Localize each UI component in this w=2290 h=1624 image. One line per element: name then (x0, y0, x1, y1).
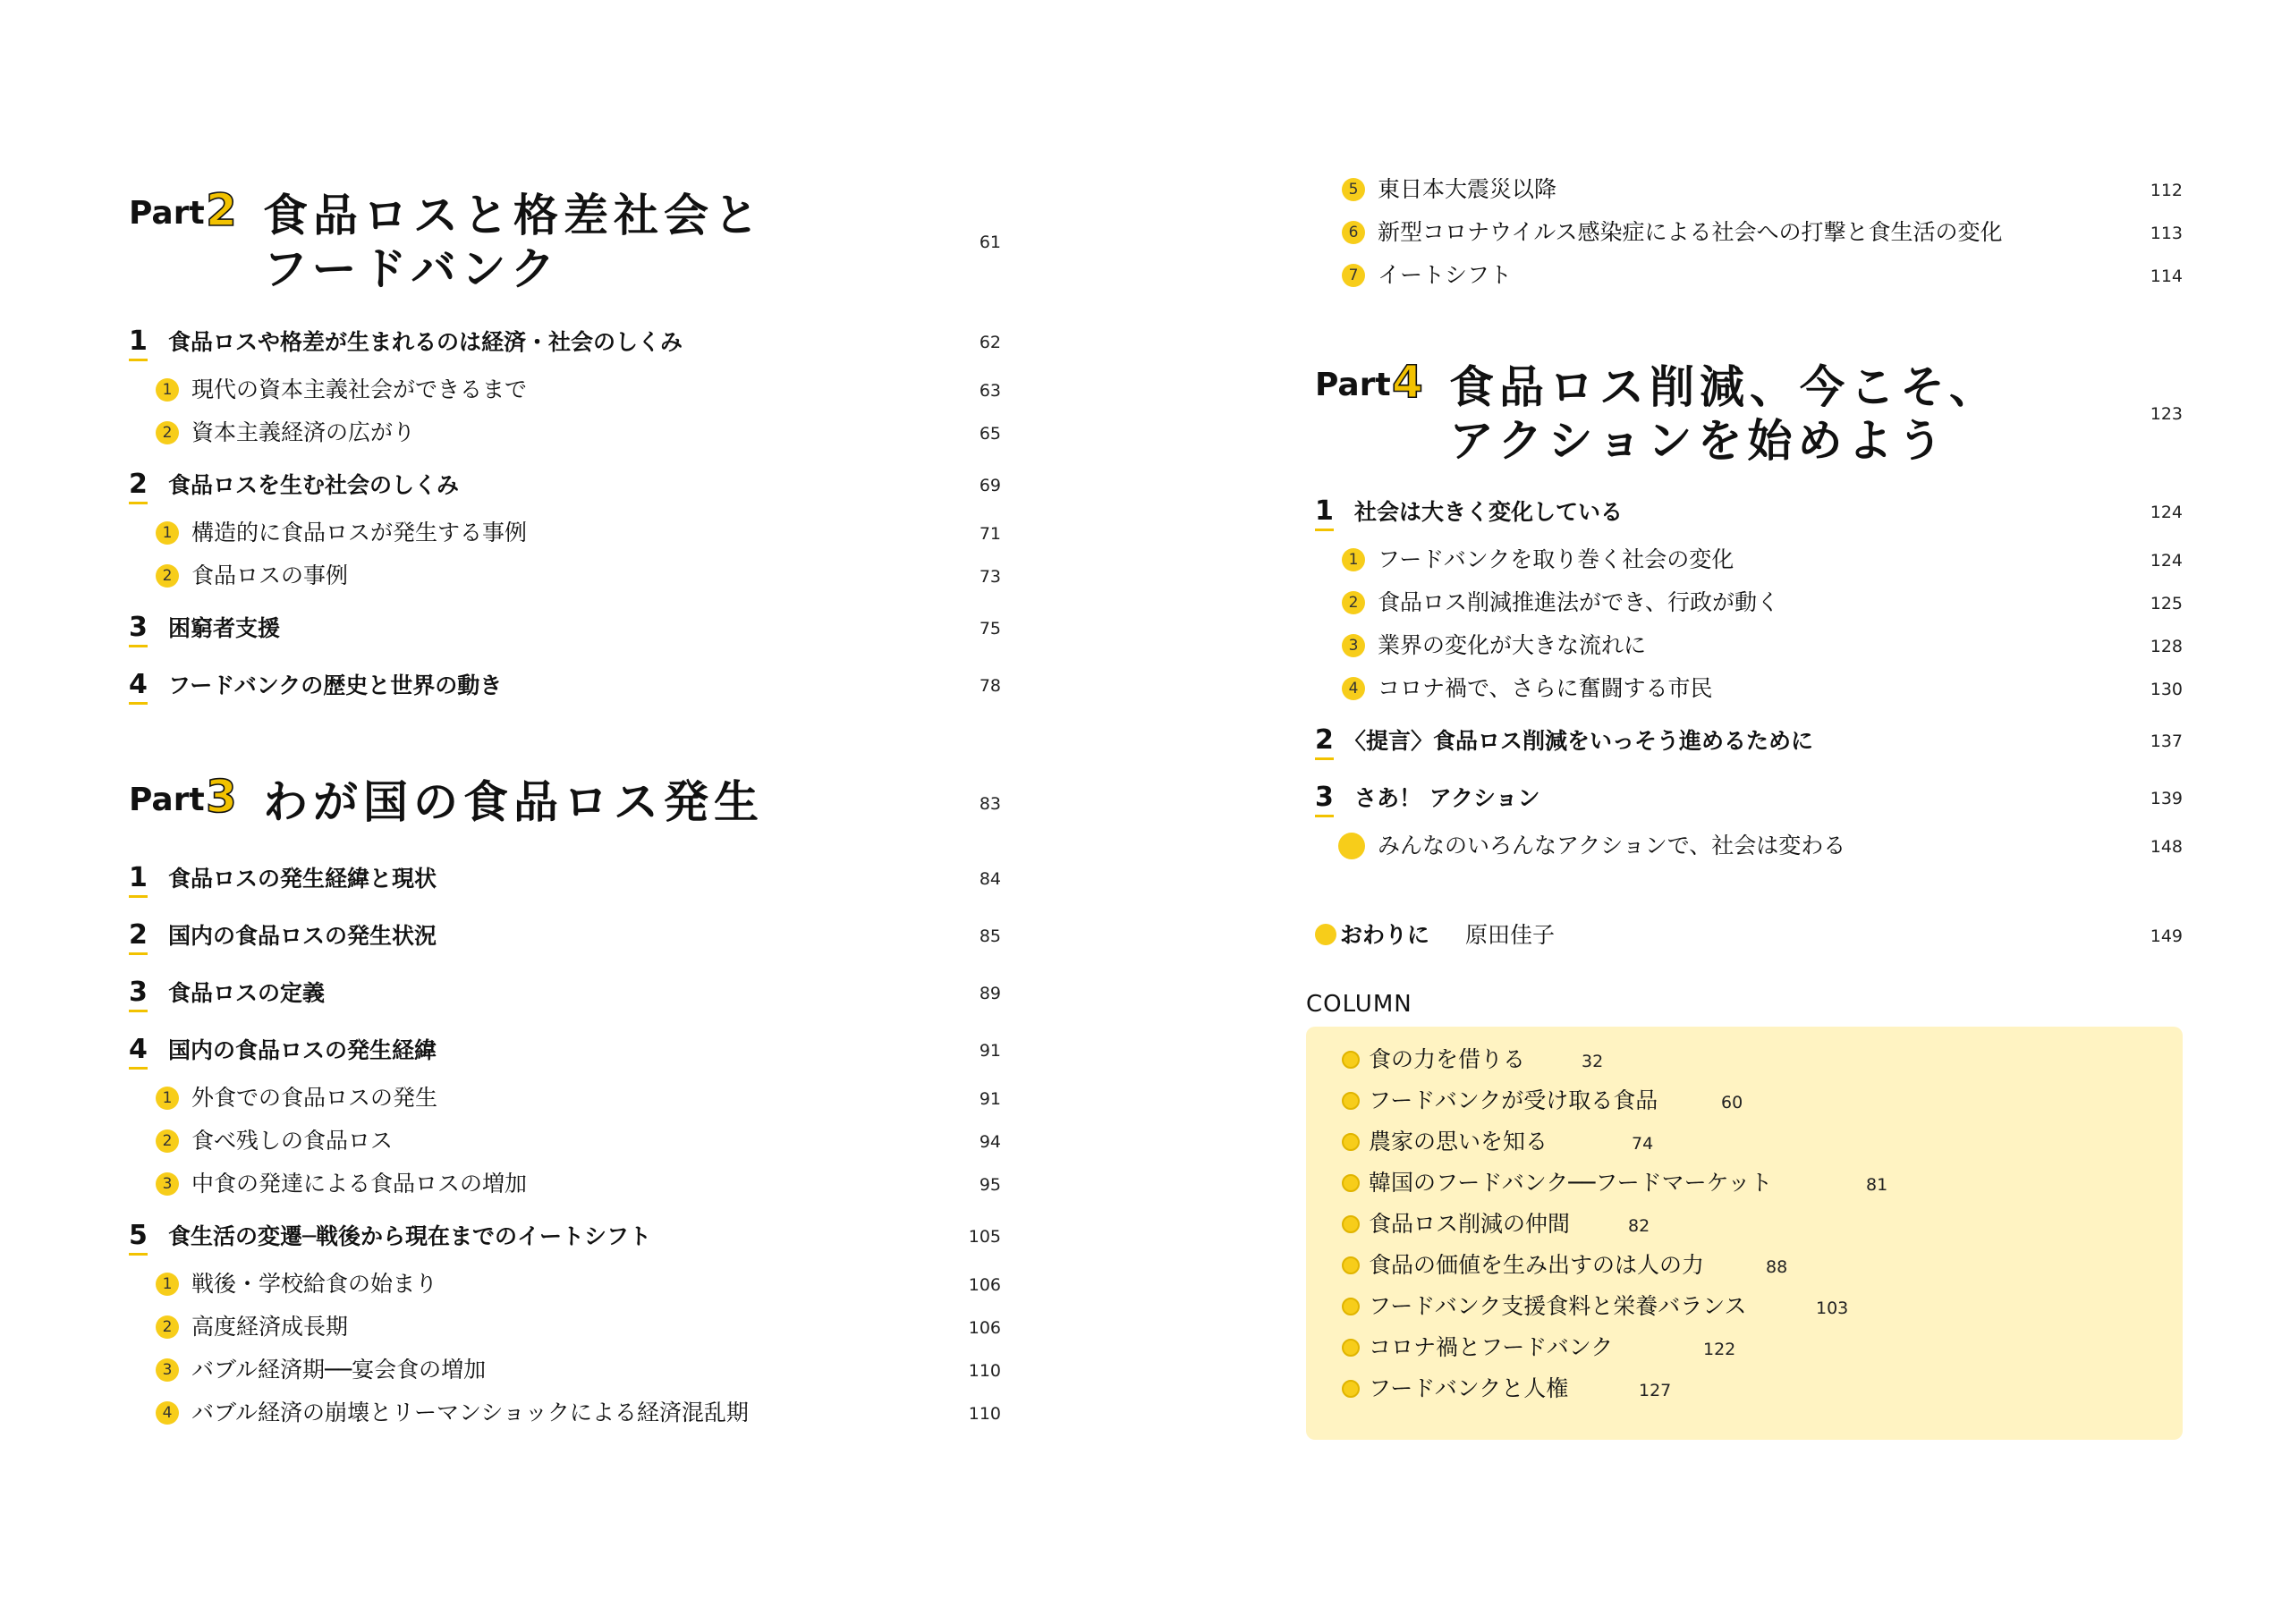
section-title: さあ！ アクション (1354, 785, 1540, 811)
part-title-line1: 食品ロス削減、今こそ、 (1449, 361, 1999, 413)
section-number: 4 (129, 1034, 148, 1070)
page-number: 112 (2150, 181, 2183, 200)
number-badge: 2 (1342, 591, 1365, 614)
bullet-dot-icon (1342, 1133, 1360, 1151)
bullet-dot-icon (1342, 1215, 1360, 1233)
part-label: Part (129, 782, 205, 818)
subsection-title: 食べ残しの食品ロス (191, 1128, 394, 1154)
afterword-title: おわりに (1340, 922, 1430, 948)
part-label: Part (129, 195, 205, 232)
section-number: 1 (1315, 495, 1334, 531)
subsection-title: 食品ロス削減推進法ができ、行政が動く (1378, 589, 1780, 615)
afterword-author: 原田佳子 (1465, 922, 1556, 948)
page-number: 32 (1582, 1052, 1604, 1071)
bullet-dot-icon (1338, 833, 1365, 859)
column-item-title: 食の力を借りる (1369, 1046, 1526, 1072)
number-badge: 4 (156, 1401, 179, 1425)
subsection-title: 新型コロナウイルス感染症による社会への打撃と食生活の変化 (1378, 219, 2003, 245)
page-number: 73 (979, 567, 1001, 587)
toc-subsection[interactable] (156, 1127, 1001, 1159)
number-badge: 1 (156, 1087, 179, 1110)
page-number: 88 (1766, 1257, 1788, 1277)
toc-section[interactable] (1315, 782, 2183, 817)
page-number: 122 (1703, 1340, 1736, 1359)
bullet-dot-icon (1342, 1339, 1360, 1357)
section-number: 3 (1315, 782, 1334, 817)
page-number: 103 (1816, 1298, 1849, 1318)
subsection-title: 食品ロスの事例 (191, 562, 349, 588)
subsection-title: 構造的に食品ロスが発生する事例 (191, 520, 528, 546)
bullet-dot-icon (1342, 1092, 1360, 1110)
subsection-title: バブル経済の崩壊とリーマンショックによる経済混乱期 (191, 1400, 749, 1425)
subsection-title: コロナ禍で、さらに奮闘する市民 (1378, 675, 1713, 701)
page-number: 128 (2150, 637, 2183, 656)
page-number: 61 (979, 233, 1001, 252)
subsection-title: みんなのいろんなアクションで、社会は変わる (1378, 833, 1846, 859)
page-number: 83 (979, 794, 1001, 814)
section-number: 2 (129, 469, 148, 504)
page-number: 125 (2150, 594, 2183, 613)
section-title: 食生活の変遷─戦後から現在までのイートシフト (168, 1223, 652, 1249)
right-page (1145, 0, 2290, 1624)
toc-section[interactable] (129, 862, 1001, 898)
subsection-title: 東日本大震災以降 (1378, 176, 1557, 202)
page-number: 69 (979, 476, 1001, 495)
column-item-title: 韓国のフードバンク──フードマーケット (1369, 1170, 1773, 1196)
section-number: 5 (129, 1220, 148, 1256)
part2-heading (129, 184, 1001, 297)
page-number: 127 (1639, 1381, 1672, 1400)
page-number: 82 (1628, 1216, 1650, 1236)
toc-subsection[interactable] (156, 1084, 1001, 1116)
toc-subsection[interactable] (1342, 546, 2183, 578)
toc-subsection[interactable] (1342, 631, 2183, 664)
toc-subsection[interactable] (156, 1170, 1001, 1202)
column-item-title: コロナ禍とフードバンク (1369, 1334, 1614, 1360)
page-number: 94 (979, 1132, 1001, 1152)
page-number: 84 (979, 869, 1001, 889)
section-title: フードバンクの歴史と世界の動き (168, 672, 503, 698)
part-number: 2 (206, 184, 237, 236)
toc-section[interactable] (1315, 495, 2183, 531)
toc-section[interactable] (129, 1034, 1001, 1070)
page-number: 110 (968, 1361, 1001, 1381)
section-number: 1 (129, 326, 148, 361)
section-title: 社会は大きく変化している (1354, 499, 1624, 525)
toc-subsection[interactable] (1342, 175, 2183, 207)
page-number: 114 (2150, 266, 2183, 286)
column-item-title: フードバンク支援食料と栄養バランス (1369, 1293, 1747, 1319)
page-number: 91 (979, 1041, 1001, 1061)
toc-subsection[interactable] (156, 1313, 1001, 1345)
column-item-title: 食品ロス削減の仲間 (1369, 1211, 1571, 1237)
subsection-title: バブル経済期──宴会食の増加 (191, 1357, 487, 1383)
section-title: 国内の食品ロスの発生状況 (168, 923, 437, 949)
toc-section[interactable] (129, 469, 1001, 504)
section-title: 〈提言〉食品ロス削減をいっそう進めるために (1344, 728, 1814, 754)
toc-subsection[interactable] (156, 376, 1001, 408)
toc-section[interactable] (129, 669, 1001, 705)
number-badge: 2 (156, 564, 179, 588)
page-number: 89 (979, 984, 1001, 1003)
toc-subsection[interactable] (156, 1356, 1001, 1388)
column-label: COLUMN (1306, 991, 1412, 1018)
number-badge: 3 (156, 1358, 179, 1382)
toc-section[interactable] (129, 919, 1001, 955)
part3-heading (129, 771, 1001, 839)
number-badge: 6 (1342, 221, 1365, 244)
number-badge: 5 (1342, 178, 1365, 201)
toc-section[interactable] (129, 326, 1001, 361)
subsection-title: フードバンクを取り巻く社会の変化 (1378, 546, 1734, 572)
section-number: 2 (1315, 724, 1334, 760)
section-title: 食品ロスや格差が生まれるのは経済・社会のしくみ (168, 329, 683, 355)
part-title-line1: 食品ロスと格差社会と (263, 190, 764, 241)
toc-subsection[interactable] (156, 1399, 1001, 1431)
subsection-title: 外食での食品ロスの発生 (191, 1085, 438, 1111)
column-item-title: フードバンクが受け取る食品 (1369, 1087, 1658, 1113)
column-item-title: フードバンクと人権 (1369, 1375, 1569, 1401)
toc-subsection[interactable] (156, 1270, 1001, 1302)
bullet-dot-icon (1315, 924, 1336, 945)
page-number: 106 (968, 1275, 1001, 1295)
number-badge: 2 (156, 1129, 179, 1153)
section-number: 3 (129, 612, 148, 647)
page-number: 113 (2150, 224, 2183, 243)
number-badge: 1 (156, 378, 179, 402)
page-number: 149 (2150, 926, 2183, 946)
number-badge: 1 (156, 1273, 179, 1296)
section-number: 1 (129, 862, 148, 898)
page-number: 130 (2150, 680, 2183, 699)
number-badge: 1 (156, 521, 179, 545)
number-badge: 4 (1342, 677, 1365, 700)
number-badge: 2 (156, 421, 179, 444)
page-number: 123 (2150, 404, 2183, 424)
section-title: 食品ロスの発生経緯と現状 (168, 866, 437, 892)
page-number: 95 (979, 1175, 1001, 1195)
subsection-title: 業界の変化が大きな流れに (1378, 632, 1647, 658)
column-item-title: 食品の価値を生み出すのは人の力 (1369, 1252, 1705, 1278)
toc-section[interactable] (1315, 724, 2183, 760)
section-title: 国内の食品ロスの発生経緯 (168, 1037, 437, 1063)
part-label: Part (1315, 367, 1391, 403)
number-badge: 3 (156, 1172, 179, 1196)
column-item-title: 農家の思いを知る (1369, 1129, 1548, 1155)
section-title: 食品ロスの定義 (168, 980, 326, 1006)
part-title-line1: わが国の食品ロス発生 (263, 776, 764, 828)
toc-subsection[interactable] (1342, 832, 2183, 864)
subsection-title: 資本主義経済の広がり (191, 419, 416, 445)
column-box (1306, 1027, 2183, 1440)
toc-subsection[interactable] (156, 419, 1001, 451)
part-number: 3 (206, 771, 237, 823)
page-number: 110 (968, 1404, 1001, 1424)
page-number: 62 (979, 333, 1001, 352)
toc-subsection[interactable] (1342, 261, 2183, 293)
page-number: 85 (979, 926, 1001, 946)
page-number: 124 (2150, 503, 2183, 522)
section-title: 食品ロスを生む社会のしくみ (168, 472, 460, 498)
subsection-title: イートシフト (1378, 262, 1513, 288)
number-badge: 2 (156, 1315, 179, 1339)
part-number: 4 (1392, 356, 1423, 408)
bullet-dot-icon (1342, 1051, 1360, 1069)
page-number: 91 (979, 1089, 1001, 1109)
subsection-title: 高度経済成長期 (191, 1314, 349, 1340)
toc-subsection[interactable] (156, 519, 1001, 551)
toc-subsection[interactable] (1342, 674, 2183, 706)
part-title-line2: フードバンク (263, 243, 561, 295)
bullet-dot-icon (1342, 1256, 1360, 1274)
bullet-dot-icon (1342, 1298, 1360, 1315)
subsection-title: 中食の発達による食品ロスの増加 (191, 1171, 528, 1197)
afterword-entry[interactable] (1315, 921, 2183, 953)
section-title: 困窮者支援 (168, 615, 281, 641)
section-number: 3 (129, 977, 148, 1012)
number-badge: 1 (1342, 548, 1365, 571)
toc-subsection[interactable] (1342, 218, 2183, 250)
page-number: 106 (968, 1318, 1001, 1338)
subsection-title: 戦後・学校給食の始まり (191, 1271, 438, 1297)
page-number: 137 (2150, 732, 2183, 751)
subsection-title: 現代の資本主義社会ができるまで (191, 376, 528, 402)
toc-subsection[interactable] (1342, 588, 2183, 621)
page-number: 63 (979, 381, 1001, 401)
part-title-line2: アクションを始めよう (1449, 415, 1948, 467)
bullet-dot-icon (1342, 1380, 1360, 1398)
page-number: 71 (979, 524, 1001, 544)
page-number: 148 (2150, 837, 2183, 857)
toc-section[interactable] (129, 612, 1001, 647)
page-number: 60 (1721, 1093, 1743, 1112)
bullet-dot-icon (1342, 1174, 1360, 1192)
toc-subsection[interactable] (156, 562, 1001, 594)
page-number: 75 (979, 619, 1001, 639)
page-number: 65 (979, 424, 1001, 444)
page-number: 139 (2150, 789, 2183, 808)
page-number: 81 (1866, 1175, 1888, 1195)
number-badge: 7 (1342, 264, 1365, 287)
page-number: 78 (979, 676, 1001, 696)
toc-section[interactable] (129, 1220, 1001, 1256)
section-number: 4 (129, 669, 148, 705)
page-number: 74 (1632, 1134, 1654, 1154)
page-number: 105 (968, 1227, 1001, 1247)
toc-section[interactable] (129, 977, 1001, 1012)
number-badge: 3 (1342, 634, 1365, 657)
page-number: 124 (2150, 551, 2183, 571)
section-number: 2 (129, 919, 148, 955)
part4-heading (1315, 356, 2183, 469)
